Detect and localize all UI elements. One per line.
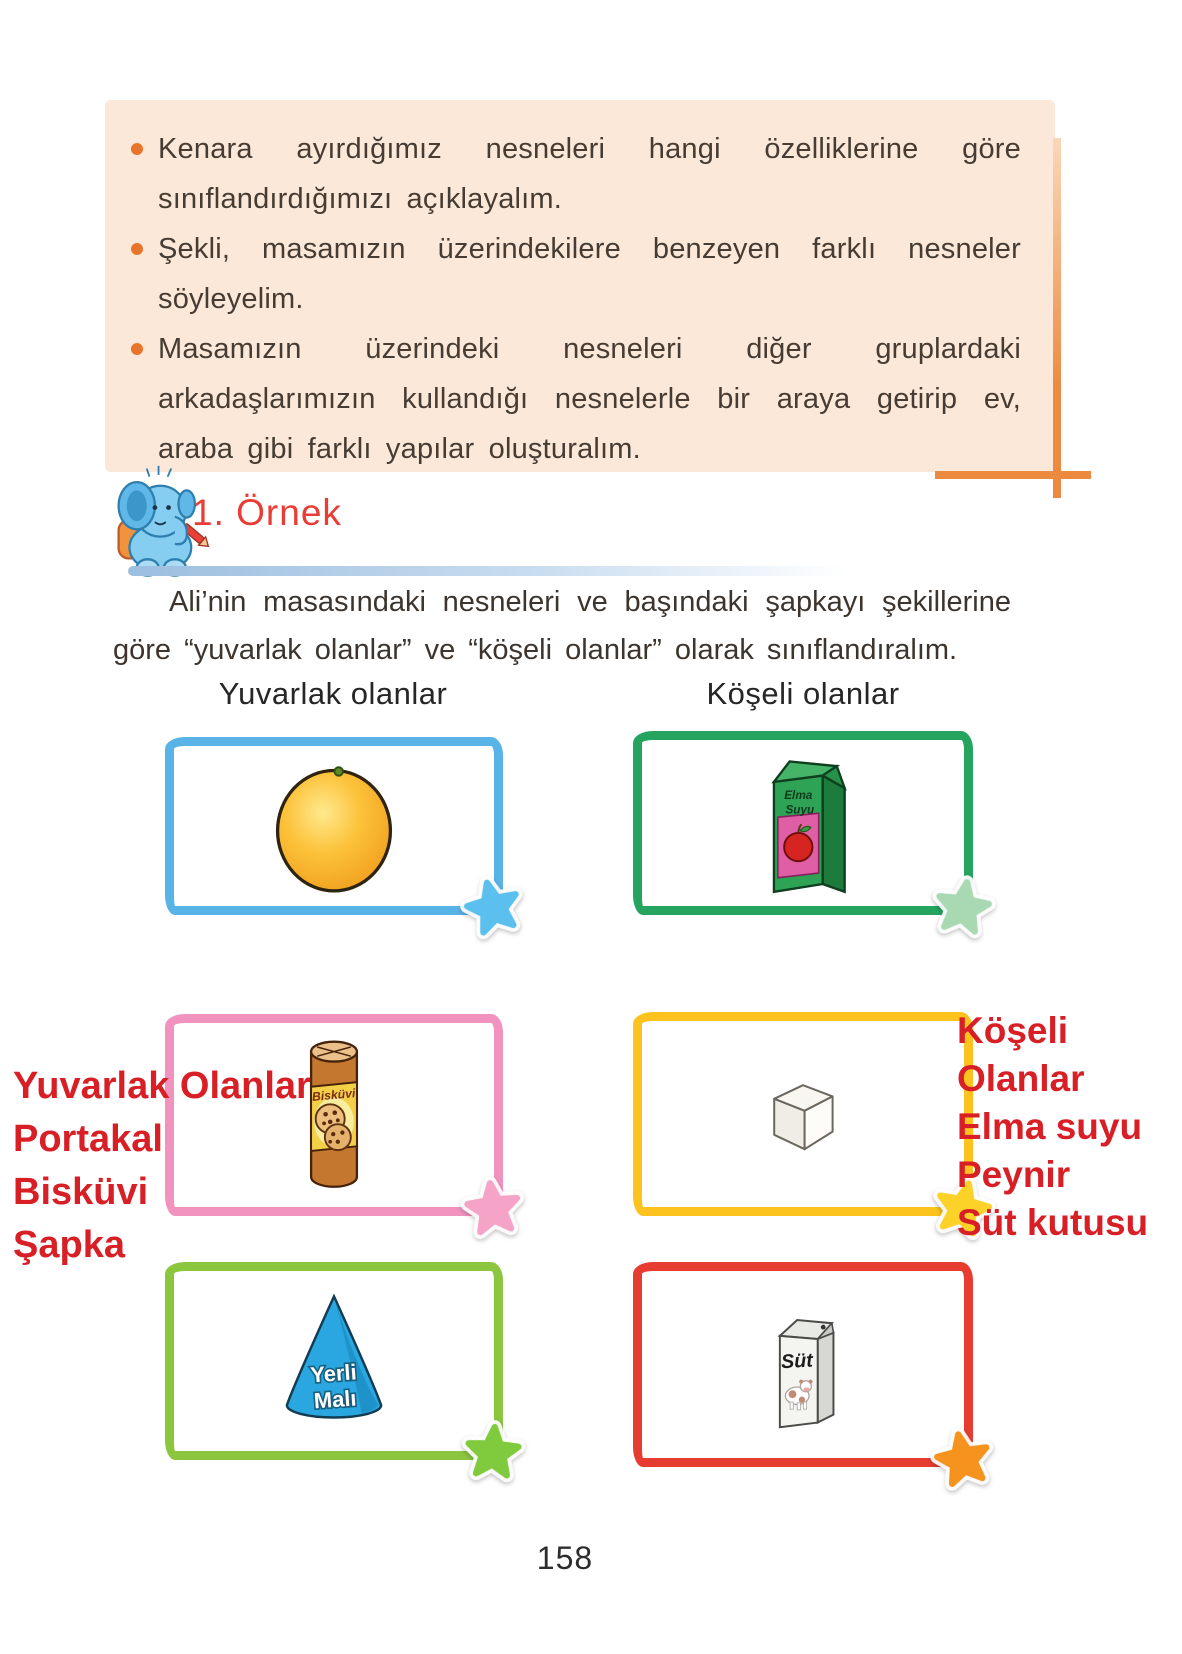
annotation-line: Peynir (957, 1154, 1071, 1195)
group-box-party-hat (165, 1262, 503, 1460)
bullet-item (123, 124, 1021, 224)
column-header-round: Yuvarlak olanlar (218, 676, 448, 711)
annotation-round-ones (13, 1060, 311, 1272)
accent-line-vertical (1053, 138, 1061, 498)
star-icon (922, 866, 1004, 948)
annotation-line: Bisküvi (13, 1171, 149, 1213)
bullet-dot-icon (131, 343, 143, 355)
milk-label: Süt (779, 1349, 813, 1373)
heading-underline (128, 566, 876, 576)
bullet-text: Kenara ayırdığımız nesneleri hangi özelliklerine göre sınıflandırdığımızı açıklayalım. (158, 133, 1021, 215)
annotation-line: Portakal (13, 1118, 163, 1160)
annotation-line: Süt kutusu (957, 1202, 1149, 1243)
column-header-angular: Köşeli olanlar (706, 676, 900, 711)
group-box-cheese (633, 1012, 973, 1216)
annotation-line: Şapka (13, 1224, 125, 1266)
star-icon (453, 1168, 533, 1248)
hat-label-line1: Yerli (309, 1359, 358, 1388)
annotation-angular-ones (957, 1007, 1148, 1247)
bullet-dot-icon (131, 243, 143, 255)
orange-illustration (259, 747, 409, 905)
bullet-text: Şekli, masamızın üzerindekilere benzeyen farklı nesneler söyleyelim. (158, 233, 1021, 315)
annotation-line: Olanlar (957, 1058, 1085, 1099)
bullet-text: Masamızın üzerindeki nesneleri diğer gruplardaki arkadaşlarımızın kullandığı nesnelerle bir araya getirip ev, araba gibi farklı yapılar oluşturalım. (158, 333, 1021, 465)
example-intro-text: Ali’nin masasındaki nesneleri ve başındaki şapkayı şekillerine göre “yuvarlak olanlar” ve “köşeli olanlar” olarak sınıflandıralım. (113, 586, 1011, 666)
annotation-line: Elma suyu (957, 1106, 1143, 1147)
star-icon (455, 1414, 532, 1491)
info-box (105, 100, 1055, 472)
annotation-line: Yuvarlak Olanlar (13, 1065, 311, 1107)
juice-label-line1: Elma (784, 788, 813, 802)
example-heading: 1. Örnek (192, 492, 342, 533)
bullet-item (123, 324, 1021, 474)
milk-carton-illustration (756, 1298, 851, 1432)
group-box-orange (165, 737, 503, 915)
party-hat-illustration (269, 1287, 399, 1435)
biscuit-label: Bisküvi (311, 1086, 356, 1104)
group-box-apple-juice (633, 731, 973, 915)
apple-juice-carton-illustration (744, 741, 862, 906)
accent-line-horizontal (935, 471, 1091, 479)
group-box-milk (633, 1262, 973, 1467)
cheese-cube-illustration (755, 1069, 851, 1159)
page-number: 158 (536, 1540, 594, 1576)
bullet-dot-icon (131, 143, 143, 155)
juice-label-line2: Suyu (785, 802, 815, 816)
star-icon (921, 1417, 1005, 1501)
annotation-line: Köşeli (957, 1010, 1069, 1051)
bullet-list (123, 124, 1021, 474)
star-icon (449, 863, 536, 950)
hat-label-line2: Malı (312, 1385, 358, 1414)
bullet-item (123, 224, 1021, 324)
